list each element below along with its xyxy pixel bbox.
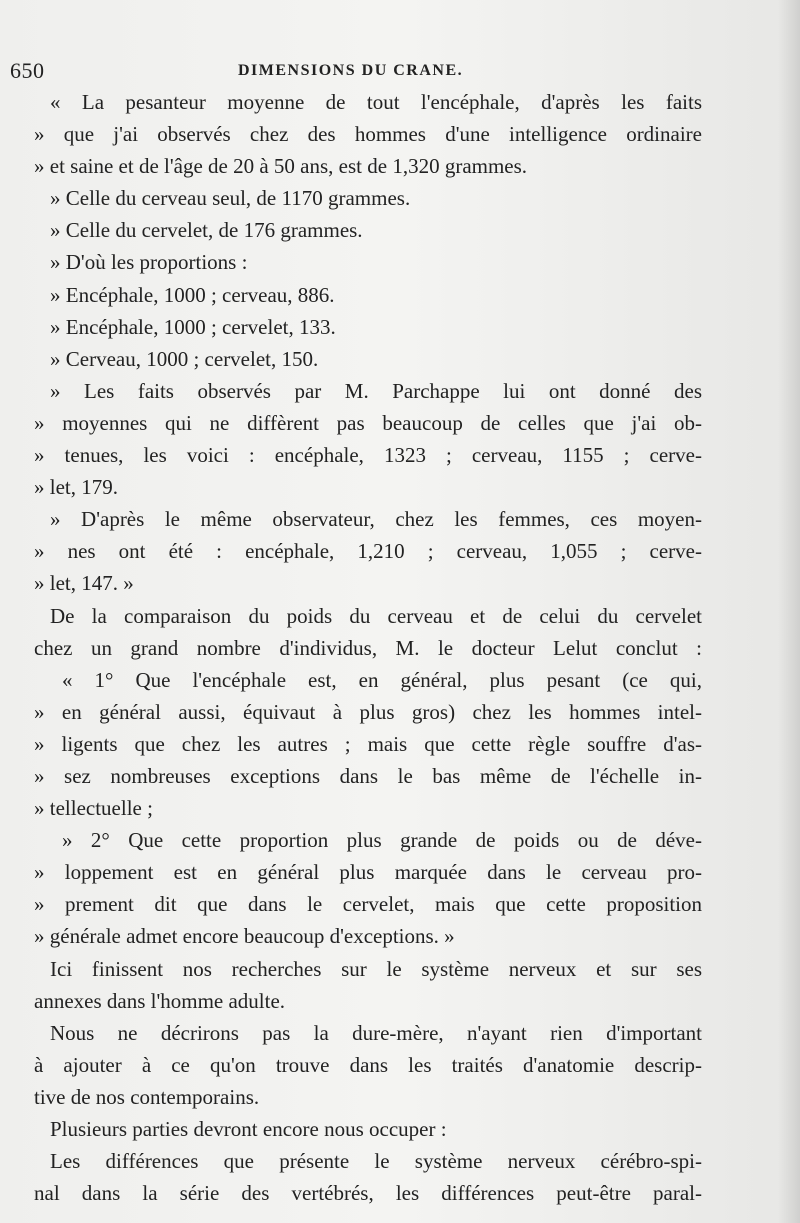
running-head: DIMENSIONS DU CRANE.: [238, 62, 464, 79]
text-line: » Celle du cerveau seul, de 1170 grammes.: [50, 186, 411, 211]
text-line: » que j'ai observés chez des hommes d'une intelligence ordinaire: [34, 122, 702, 147]
text-line: » et saine et de l'âge de 20 à 50 ans, est de 1,320 grammes.: [34, 154, 528, 179]
text-line: » Les faits observés par M. Parchappe lui ont donné des: [50, 378, 702, 403]
text-line: » D'après le même observateur, chez les femmes, ces moyen-: [50, 507, 702, 532]
text-line: » let, 147. »: [34, 571, 134, 596]
text-line: » tellectuelle ;: [34, 796, 153, 821]
text-line: » D'où les proportions :: [50, 250, 248, 275]
text-line: » Encéphale, 1000 ; cerveau, 886.: [50, 282, 335, 307]
text-line: » sez nombreuses exceptions dans le bas même de l'échelle in-: [34, 763, 702, 788]
text-line: » en général aussi, équivaut à plus gros) chez les hommes intel-: [34, 699, 702, 724]
text-line: » prement dit que dans le cervelet, mais que cette proposition: [34, 892, 702, 917]
page-number: 650: [10, 58, 45, 83]
text-line: De la comparaison du poids du cerveau et de celui du cervelet: [50, 603, 702, 628]
text-line: » générale admet encore beaucoup d'exceptions. »: [34, 924, 455, 949]
body-text: [34, 86, 702, 1209]
text-line: « La pesanteur moyenne de tout l'encéphale, d'après les faits: [50, 90, 702, 114]
text-line: Plusieurs parties devront encore nous occuper :: [50, 1117, 447, 1141]
text-line: » let, 179.: [34, 475, 118, 500]
text-line: » moyennes qui ne diffèrent pas beaucoup de celles que j'ai ob-: [34, 410, 702, 435]
page-header: [10, 52, 770, 88]
text-line: à ajouter à ce qu'on trouve dans les traités d'anatomie descrip-: [34, 1052, 702, 1077]
text-line: » nes ont été : encéphale, 1,210 ; cerveau, 1,055 ; cerve-: [34, 539, 702, 564]
text-line: « 1° Que l'encéphale est, en général, plus pesant (ce qui,: [62, 667, 702, 692]
text-line: » tenues, les voici : encéphale, 1323 ; cerveau, 1155 ; cerve-: [34, 443, 702, 468]
text-line: » Encéphale, 1000 ; cervelet, 133.: [50, 314, 336, 339]
text-line: » loppement est en général plus marquée dans le cerveau pro-: [34, 860, 702, 885]
text-line: Ici finissent nos recherches sur le système nerveux et sur ses: [50, 956, 702, 981]
text-line: tive de nos contemporains.: [34, 1084, 260, 1109]
text-line: annexes dans l'homme adulte.: [34, 988, 286, 1013]
text-line: » ligents que chez les autres ; mais que cette règle souffre d'as-: [34, 731, 702, 756]
text-line: Nous ne décrirons pas la dure-mère, n'ayant rien d'important: [50, 1020, 702, 1045]
text-line: » Cerveau, 1000 ; cervelet, 150.: [50, 346, 319, 371]
text-line: chez un grand nombre d'individus, M. le docteur Lelut conclut :: [34, 635, 702, 660]
text-line: nal dans la série des vertébrés, les différences peut-être paral-: [34, 1181, 702, 1206]
text-line: Les différences que présente le système nerveux cérébro-spi-: [50, 1149, 702, 1174]
text-line: » 2° Que cette proportion plus grande de poids ou de déve-: [62, 828, 702, 853]
text-line: » Celle du cervelet, de 176 grammes.: [50, 218, 363, 243]
